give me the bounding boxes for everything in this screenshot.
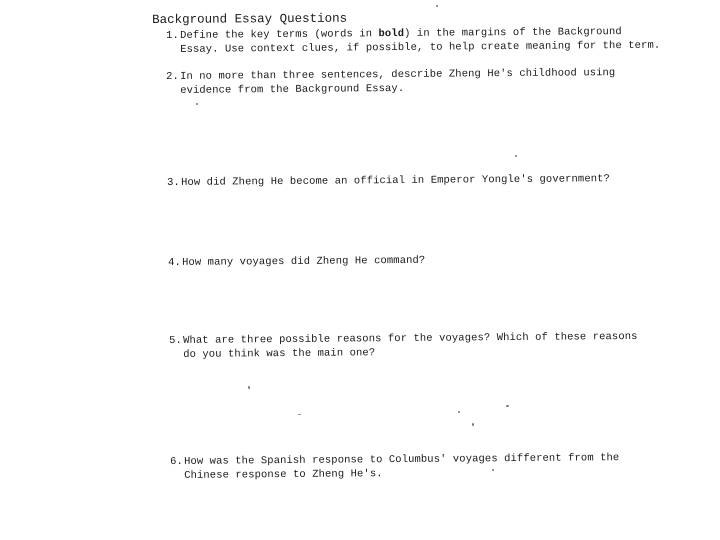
scan-speck — [515, 155, 517, 157]
scan-speck — [248, 386, 250, 389]
question-1-line-2: Essay. Use context clues, if possible, to help create meaning for the term. — [180, 39, 661, 56]
question-5 — [169, 330, 638, 362]
question-6-text: How was the Spanish response to Columbus' voyages different from the — [184, 452, 620, 468]
question-4 — [168, 254, 425, 270]
question-3-text: How did Zheng He become an official in Emperor Yongle's government? — [181, 173, 610, 189]
scan-speck — [472, 423, 474, 426]
scan-speck — [196, 103, 198, 105]
scan-speck — [506, 405, 509, 407]
question-4-number: 4. — [168, 256, 181, 269]
question-6-line-2: Chinese response to Zheng He's. — [184, 468, 383, 482]
question-4-text: How many voyages did Zheng He command? — [182, 254, 426, 269]
question-2-text: In no more than three sentences, describe Zheng He's childhood using — [180, 67, 616, 83]
scan-speck — [436, 5, 438, 7]
question-1-text-start: Define the key terms (words in — [180, 28, 379, 42]
question-2-line-2: evidence from the Background Essay. — [180, 82, 405, 97]
question-5-number: 5. — [169, 334, 182, 347]
question-1-bold-word: bold — [378, 27, 405, 41]
question-6-number: 6. — [170, 455, 183, 468]
scan-speck — [298, 414, 301, 415]
scan-speck — [458, 411, 460, 413]
question-1-number: 1. — [166, 29, 179, 42]
question-2 — [166, 66, 616, 98]
question-5-text: What are three possible reasons for the voyages? Which of these reasons — [183, 330, 638, 347]
question-6 — [170, 451, 620, 483]
question-1 — [166, 25, 660, 57]
question-2-number: 2. — [166, 70, 179, 83]
question-3-number: 3. — [167, 176, 180, 189]
question-4-line-1 — [168, 254, 425, 270]
scan-speck — [492, 469, 494, 471]
question-3 — [167, 172, 610, 190]
question-1-text-end: ) in the margins of the Background — [404, 26, 622, 40]
question-5-line-2: do you think was the main one? — [183, 347, 376, 361]
question-3-line-1 — [167, 172, 610, 190]
worksheet-title: Background Essay Questions — [152, 11, 348, 27]
